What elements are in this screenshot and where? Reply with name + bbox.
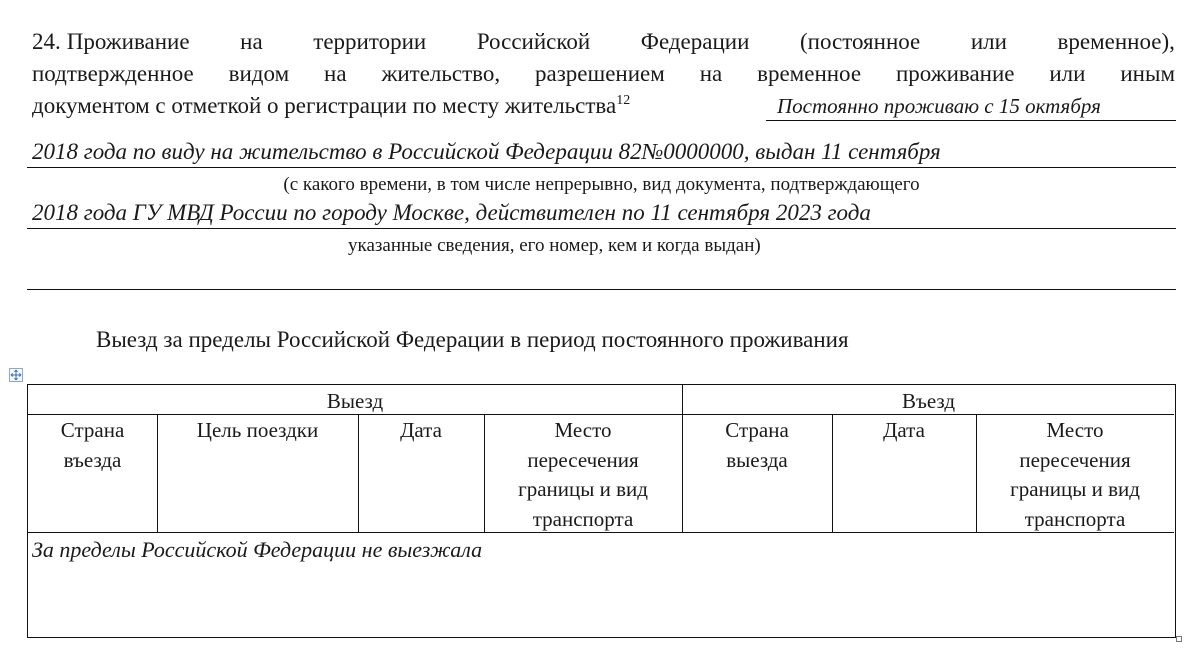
word: на — [699, 61, 723, 86]
word: или — [1049, 61, 1086, 86]
word: на — [240, 29, 263, 54]
word: разрешением — [534, 61, 665, 86]
move-arrows-icon — [10, 369, 22, 381]
word: на — [324, 61, 347, 86]
word: Федерации — [640, 29, 750, 54]
field-caption-2: указанные сведения, его номер, кем и когда выдан) — [348, 235, 761, 256]
word: жительство, — [381, 61, 501, 86]
word: или — [970, 29, 1007, 54]
word: (постоянное — [800, 29, 921, 54]
column-header-entry-crossing-place: Место пересечения границы и вид транспорта — [1010, 418, 1140, 531]
paragraph-line-3 — [32, 92, 774, 124]
column-header-exit-date: Дата — [400, 418, 442, 442]
answer-line-1: Постоянно проживаю с 15 октября — [777, 94, 1101, 118]
word: проживание — [895, 61, 1015, 86]
answer-underline-3 — [27, 228, 1176, 229]
footnote-reference: 12 — [616, 93, 631, 108]
item-number-and-first-word: 24. Проживание — [32, 29, 190, 54]
column-header-exit-country: Страна въезда — [60, 418, 125, 472]
answer-underline-2 — [27, 167, 1176, 168]
word: территории — [313, 29, 427, 54]
table-resize-handle[interactable] — [1176, 636, 1182, 642]
table-row-divider — [28, 414, 1174, 415]
word: видом — [228, 61, 290, 86]
word: временное), — [1057, 29, 1175, 54]
word: временное — [757, 61, 862, 86]
header-group-entry: Въезд — [901, 389, 956, 413]
blank-answer-line — [27, 289, 1176, 290]
column-header-entry-country: Страна выезда — [725, 418, 789, 472]
word: Российской — [476, 29, 591, 54]
column-header-entry-date: Дата — [883, 418, 925, 442]
answer-underline-1 — [766, 120, 1176, 121]
travel-table — [27, 384, 1176, 638]
table-note-row: За пределы Российской Федерации не выезжала — [32, 537, 483, 562]
word: иным — [1120, 61, 1175, 86]
column-header-exit-crossing-place: Место пересечения границы и вид транспорта — [518, 418, 648, 531]
paragraph-text: документом с отметкой о регистрации по месту жительства — [32, 93, 617, 118]
answer-line-2: 2018 года по виду на жительство в Российской Федерации 82№0000000, выдан 11 сентября — [32, 139, 941, 164]
header-group-exit: Выезд — [326, 389, 384, 413]
field-caption-1: (с какого времени, в том числе непрерывно, вид документа, подтверждающего — [283, 174, 920, 195]
paragraph-line-1 — [32, 28, 1175, 56]
paragraph-line-2 — [32, 60, 1175, 88]
column-header-trip-purpose: Цель поездки — [196, 418, 319, 442]
word: подтвержденное — [32, 61, 194, 86]
travel-heading: Выезд за пределы Российской Федерации в период постоянного проживания — [96, 327, 849, 352]
answer-line-3: 2018 года ГУ МВД России по городу Москве, действителен по 11 сентября 2023 года — [32, 200, 871, 225]
table-move-handle[interactable] — [9, 368, 23, 382]
